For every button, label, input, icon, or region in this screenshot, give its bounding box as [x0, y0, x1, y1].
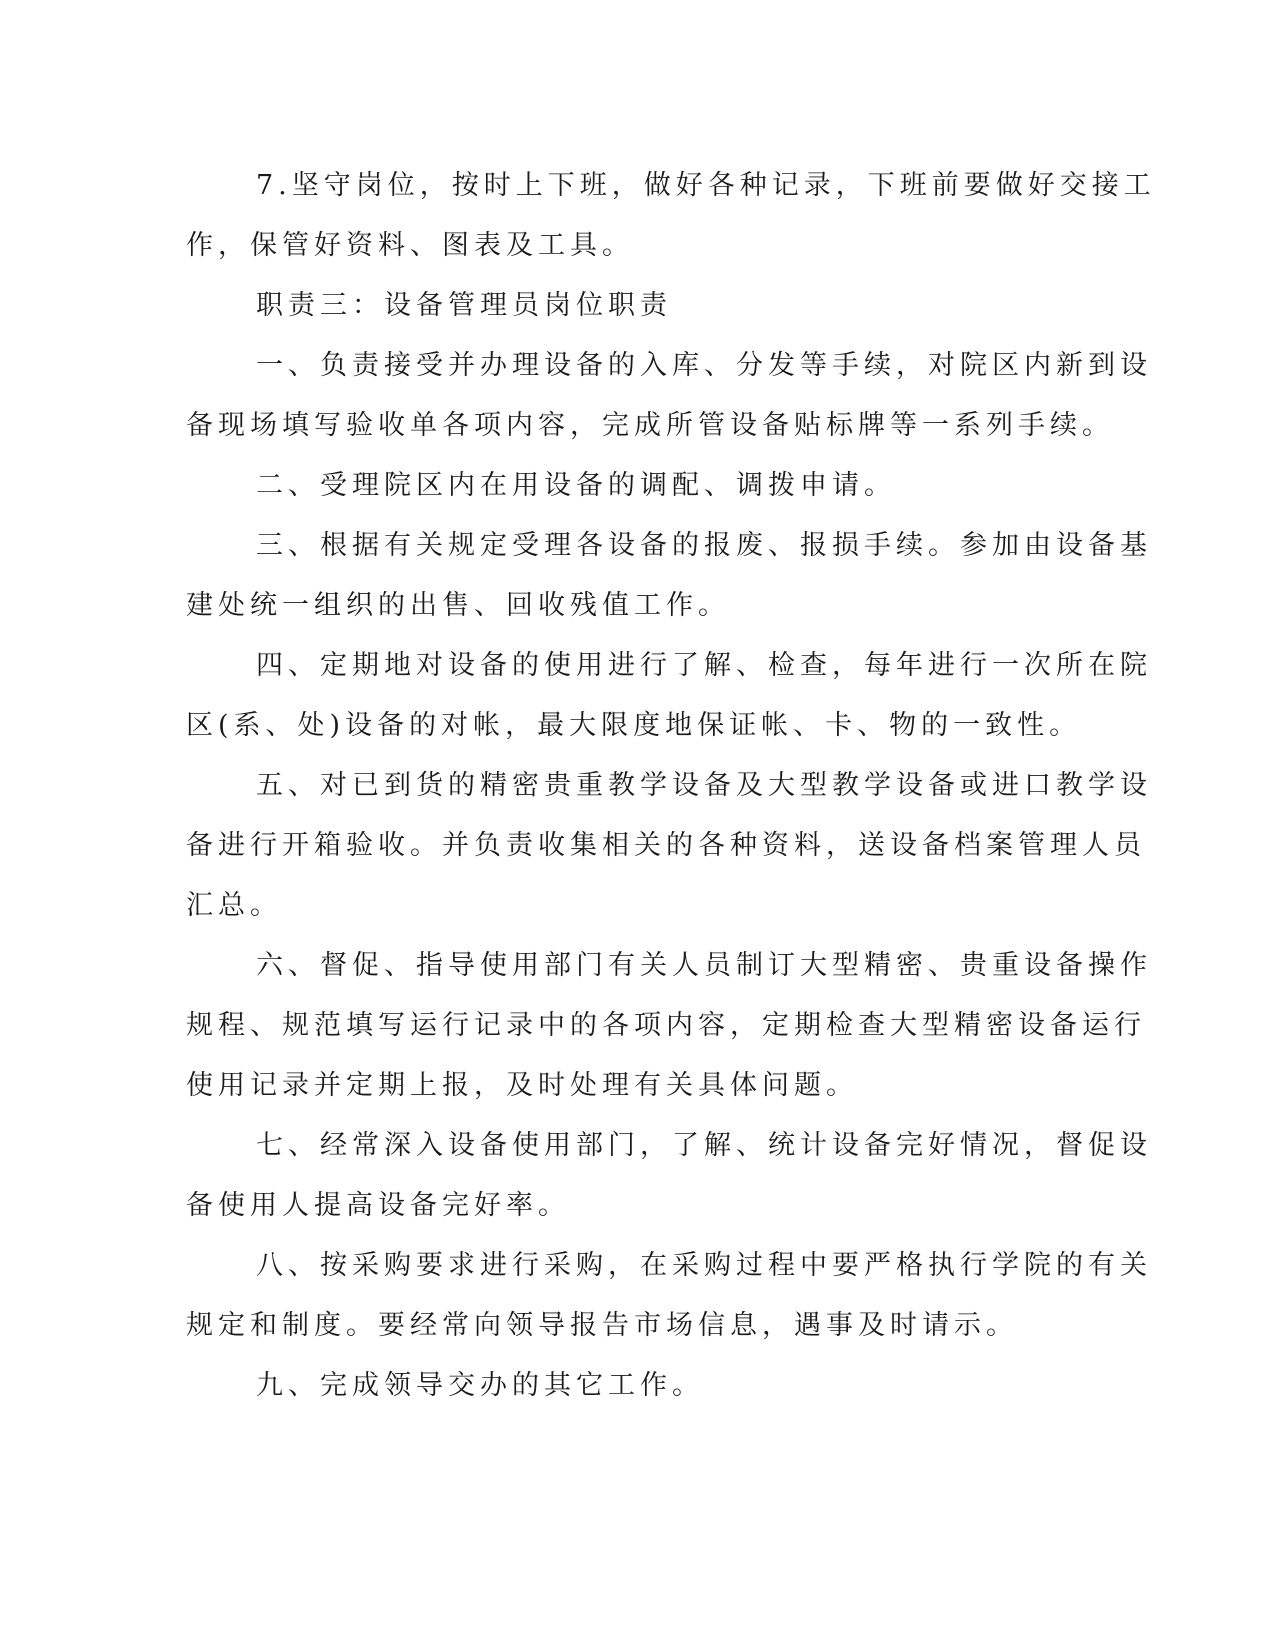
text-line: 六、督促、指导使用部门有关人员制订大型精密、贵重设备操作	[256, 950, 1152, 981]
text-line: 建处统一组织的出售、回收残值工作。	[186, 590, 730, 621]
text-line: 三、根据有关规定受理各设备的报废、报损手续。参加由设备基	[256, 530, 1152, 561]
text-line: 区(系、处)设备的对帐，最大限度地保证帐、卡、物的一致性。	[186, 710, 1082, 741]
text-line: 汇总。	[186, 890, 282, 921]
text-line: 九、完成领导交办的其它工作。	[256, 1370, 704, 1401]
text-line: 四、定期地对设备的使用进行了解、检查，每年进行一次所在院	[256, 650, 1152, 681]
text-line: 作，保管好资料、图表及工具。	[186, 230, 634, 261]
text-line: 备现场填写验收单各项内容，完成所管设备贴标牌等一系列手续。	[186, 410, 1114, 441]
section-heading: 职责三：设备管理员岗位职责	[256, 290, 672, 321]
text-line: 使用记录并定期上报，及时处理有关具体问题。	[186, 1070, 858, 1101]
text-line: 五、对已到货的精密贵重教学设备及大型教学设备或进口教学设	[256, 770, 1152, 801]
text-line: 规定和制度。要经常向领导报告市场信息，遇事及时请示。	[186, 1310, 1018, 1341]
document-body	[186, 156, 1156, 1416]
text-line: 八、按采购要求进行采购，在采购过程中要严格执行学院的有关	[256, 1250, 1152, 1281]
text-line: 备使用人提高设备完好率。	[186, 1190, 570, 1221]
text-line: 七、经常深入设备使用部门，了解、统计设备完好情况，督促设	[256, 1130, 1152, 1161]
text-line: 规程、规范填写运行记录中的各项内容，定期检查大型精密设备运行	[186, 1010, 1146, 1041]
text-line: 7.坚守岗位，按时上下班，做好各种记录，下班前要做好交接工	[256, 170, 1156, 201]
text-line: 二、受理院区内在用设备的调配、调拨申请。	[256, 470, 896, 501]
text-line: 一、负责接受并办理设备的入库、分发等手续，对院区内新到设	[256, 350, 1152, 381]
text-line: 备进行开箱验收。并负责收集相关的各种资料，送设备档案管理人员	[186, 830, 1146, 861]
